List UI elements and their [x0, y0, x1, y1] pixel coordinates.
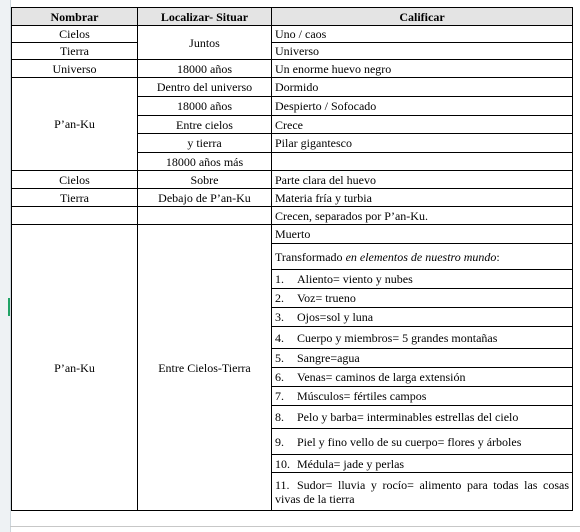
quality-cell: Uno / caos — [272, 26, 573, 43]
row-header-strip — [0, 0, 11, 532]
transformation-item — [272, 349, 573, 368]
name-cell: Cielos — [12, 26, 138, 43]
table-row — [12, 78, 573, 97]
location-cell: 18000 años — [138, 60, 272, 78]
table-row — [12, 171, 573, 189]
table-row — [12, 26, 573, 43]
transformation-item — [272, 473, 573, 511]
quality-cell: Materia fría y turbia — [272, 189, 573, 207]
table-row — [12, 207, 573, 225]
table-row — [12, 225, 573, 244]
table-row — [12, 189, 573, 207]
location-cell: y tierra — [138, 134, 272, 153]
name-cell: P’an-Ku — [12, 78, 138, 171]
item-text: Aliento= viento y nubes — [297, 272, 413, 286]
transformation-cell — [272, 244, 573, 270]
item-text: Venas= caminos de larga extensión — [297, 370, 466, 384]
item-text: Médula= jade y perlas — [297, 456, 405, 471]
quality-cell: Despierto / Sofocado — [272, 97, 573, 116]
location-cell: Dentro del universo — [138, 78, 272, 97]
quality-cell: Crecen, separados por P’an-Ku. — [272, 207, 573, 225]
transformation-item — [272, 368, 573, 387]
item-number: 4. — [275, 330, 284, 345]
item-text: Sudor= lluvia y rocío= alimento para todas las cosas vivas de la tierra — [275, 477, 569, 506]
quality-cell: Pilar gigantesco — [272, 134, 573, 153]
item-text: Voz= trueno — [297, 291, 356, 305]
location-cell: Entre Cielos-Tierra — [138, 225, 272, 511]
item-number: 6. — [275, 370, 284, 384]
transformation-item — [272, 308, 573, 327]
table-row — [12, 60, 573, 78]
item-number: 10. — [275, 456, 290, 471]
transformation-item — [272, 455, 573, 473]
quality-cell: Dormido — [272, 78, 573, 97]
transformation-item — [272, 289, 573, 308]
transformation-item — [272, 387, 573, 406]
quality-cell: Crece — [272, 116, 573, 134]
item-number: 5. — [275, 351, 284, 365]
sheet-bottom-line — [10, 526, 580, 527]
location-cell: Entre cielos — [138, 116, 272, 134]
transformation-item — [272, 270, 573, 289]
location-cell: 18000 años más — [138, 153, 272, 171]
transformed-italic-text: en elementos de nuestro mundo — [345, 249, 497, 264]
item-text: Cuerpo y miembros= 5 grandes montañas — [297, 330, 498, 345]
header-localizar: Localizar- Situar — [138, 8, 272, 26]
transformed-text: Transformado — [275, 249, 346, 264]
name-cell: Cielos — [12, 171, 138, 189]
transformation-item — [272, 327, 573, 349]
location-cell: 18000 años — [138, 97, 272, 116]
quality-cell: Parte clara del huevo — [272, 171, 573, 189]
item-text: Ojos=sol y luna — [297, 310, 374, 324]
name-cell: P’an-Ku — [12, 225, 138, 511]
item-number: 9. — [275, 434, 284, 449]
table-row — [12, 43, 573, 60]
name-cell: Universo — [12, 60, 138, 78]
item-number: 8. — [275, 410, 284, 424]
location-cell — [138, 207, 272, 225]
quality-cell: Muerto — [272, 225, 573, 244]
name-cell — [12, 207, 138, 225]
header-nombrar: Nombrar — [12, 8, 138, 26]
item-number: 1. — [275, 272, 284, 286]
item-number: 2. — [275, 291, 284, 305]
name-cell: Tierra — [12, 189, 138, 207]
location-cell: Sobre — [138, 171, 272, 189]
location-cell: Debajo de P’an-Ku — [138, 189, 272, 207]
item-number: 3. — [275, 310, 284, 324]
item-text: Piel y fino vello de su cuerpo= flores y árboles — [297, 434, 522, 449]
name-cell: Tierra — [12, 43, 138, 60]
myth-table — [11, 7, 573, 511]
item-text: Pelo y barba= interminables estrellas del cielo — [297, 410, 519, 424]
quality-cell — [272, 153, 573, 171]
item-text: Músculos= fértiles campos — [297, 389, 427, 403]
item-number: 7. — [275, 389, 284, 403]
quality-cell: Un enorme huevo negro — [272, 60, 573, 78]
header-row — [12, 8, 573, 26]
transformation-item — [272, 429, 573, 455]
transformation-item — [272, 406, 573, 429]
quality-cell: Universo — [272, 43, 573, 60]
location-cell: Juntos — [138, 26, 272, 60]
cell-cursor-marker — [8, 298, 10, 316]
transformed-colon: : — [496, 249, 500, 264]
item-text: Sangre=agua — [297, 351, 360, 365]
header-calificar: Calificar — [272, 8, 573, 26]
item-number: 11. — [275, 477, 290, 492]
